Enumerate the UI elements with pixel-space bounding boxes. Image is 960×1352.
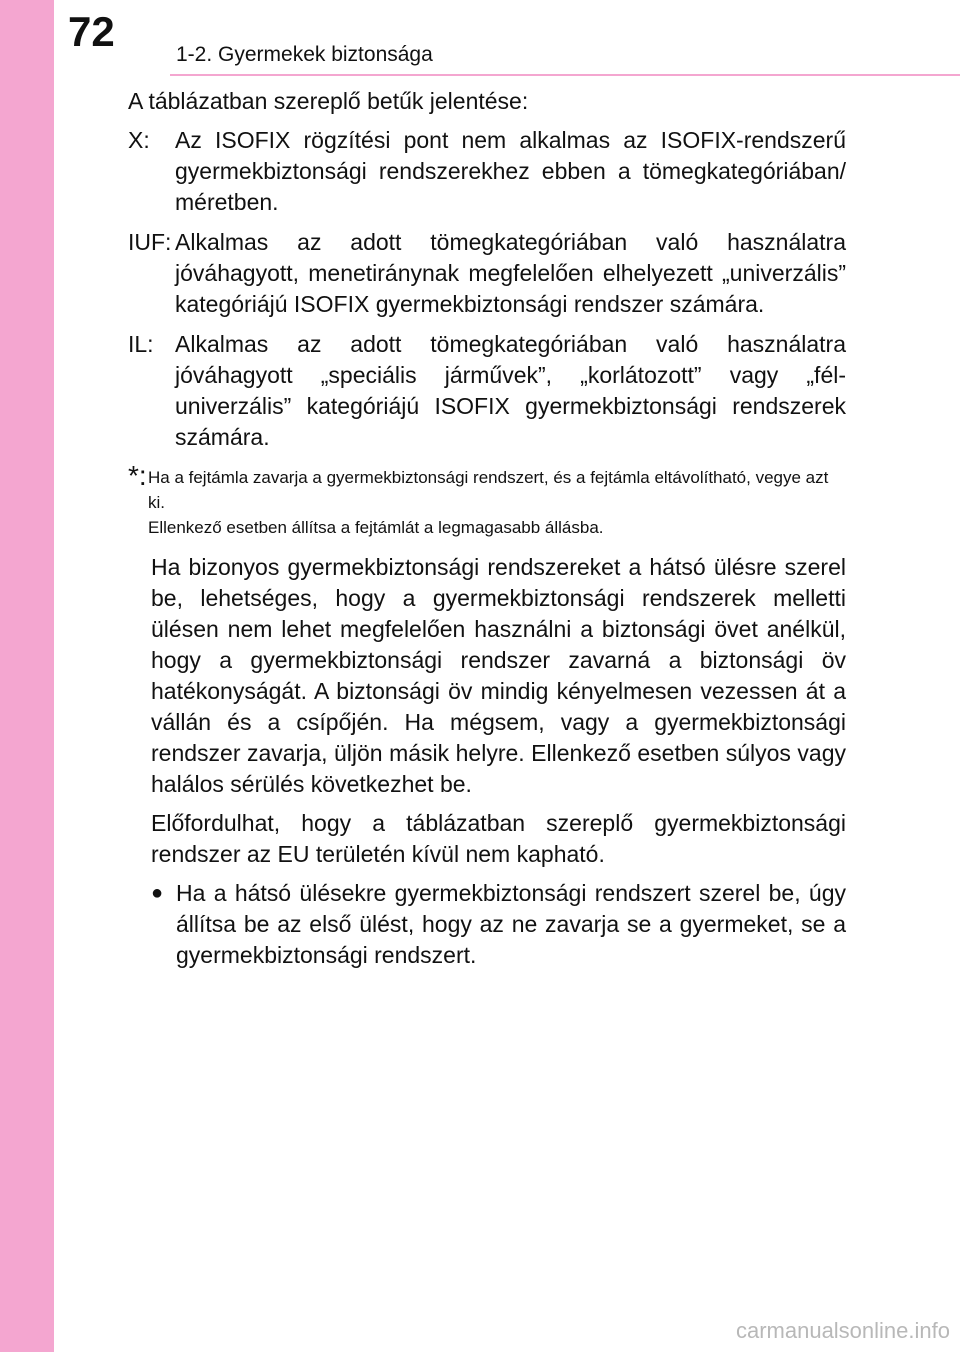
section-title: 1-2. Gyermekek biztonsága bbox=[176, 43, 433, 66]
definition-iuf bbox=[128, 227, 846, 320]
header-divider bbox=[170, 74, 960, 76]
definition-text: Alkalmas az adott tömegkategóriában való használatra jóváhagyott, menetiránynak megfelelően elhelyezett „univerzális” kategóriájú ISOFIX gyermekbiztonsági rendszer számára. bbox=[175, 229, 846, 317]
bullet-text: Ha a hátsó ülésekre gyermekbiztonsági rendszert szerel be, úgy állítsa be az első ülést, hogy az ne zavarja se a gyermeket, se a gyermekbiztonsági rendszert. bbox=[176, 880, 846, 968]
definition-key: X: bbox=[128, 127, 150, 153]
intro-text: A táblázatban szereplő betűk jelentése: bbox=[128, 88, 529, 114]
footnote-body bbox=[148, 465, 846, 540]
definition-key: IUF: bbox=[128, 229, 172, 255]
definition-il bbox=[128, 329, 846, 453]
watermark: carmanualsonline.info bbox=[735, 1318, 950, 1343]
definition-text: Alkalmas az adott tömegkategóriában való használatra jóváhagyott „speciális járművek”, „korlátozott” vagy „fél-univerzális” kategóriájú ISOFIX gyermekbiztonsági rendszerek számára. bbox=[175, 331, 846, 450]
definition-key: IL: bbox=[128, 331, 154, 357]
paragraph-availability: Előfordulhat, hogy a táblázatban szereplő gyermekbiztonsági rendszer az EU területén kívül nem kapható. bbox=[151, 810, 846, 867]
definition-x bbox=[128, 125, 846, 218]
page-side-band bbox=[0, 0, 54, 1352]
paragraph-seatbelt: Ha bizonyos gyermekbiztonsági rendszereket a hátsó ülésre szerel be, lehetséges, hogy a gyermekbiztonsági rendszerek melletti ülésen nem lehet megfelelően használni a biztonsági övet anélkül, hogy a gyermekbiztonsági rendszer zavarná a biztonsági öv hatékonyságát. A biztonsági öv mindig kényelmesen vezessen át a vállán és a csípőjén. Ha mégsem, vagy a gyermekbiztonsági rendszer zavarja, üljön másik helyre. Ellenkező esetben súlyos vagy halálos sérülés következhet be. bbox=[151, 554, 846, 797]
footnote-line-2: Ellenkező esetben állítsa a fejtámlát a legmagasabb állásba. bbox=[148, 518, 604, 537]
page-content bbox=[128, 86, 846, 971]
page-number: 72 bbox=[68, 8, 115, 55]
footnote bbox=[128, 460, 846, 540]
footnote-line-1: Ha a fejtámla zavarja a gyermekbiztonsági rendszert, és a fejtámla eltávolítható, vegye azt ki. bbox=[148, 468, 829, 512]
definition-text: Az ISOFIX rögzítési pont nem alkalmas az ISOFIX-rendszerű gyermekbiztonsági rendszerekhez ebben a tömegkategóriában/ méretben. bbox=[175, 127, 846, 215]
bullet-item bbox=[151, 878, 846, 971]
footnote-marker: *: bbox=[128, 460, 147, 491]
bullet-icon: ● bbox=[151, 882, 164, 904]
